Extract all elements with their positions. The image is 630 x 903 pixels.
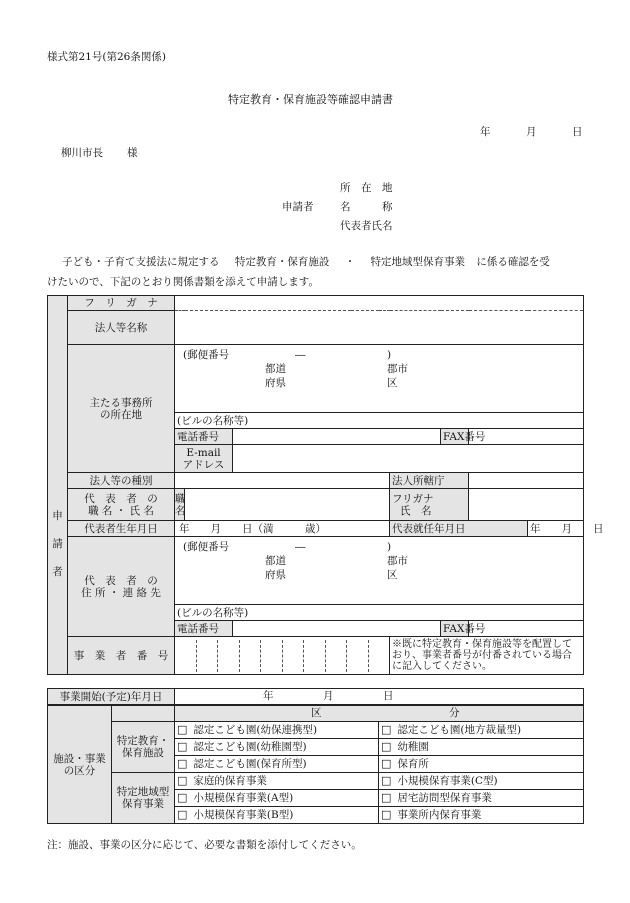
option-10[interactable]: □ 小規模保育事業(B型) — [175, 807, 379, 824]
rep-birth-input[interactable]: 年 月 日（満 歳） — [175, 521, 390, 537]
start-date-input[interactable]: 年 月 日 — [175, 689, 584, 705]
office-phone-input[interactable] — [233, 429, 441, 445]
option-7[interactable]: □ 小規模保育事業(C型) — [379, 773, 584, 790]
business-number-label: 事 業 者 番 号 — [68, 637, 175, 675]
classification-table — [47, 705, 584, 824]
option-1[interactable]: □ 認定こども園(地方裁量型) — [379, 722, 584, 739]
start-date-label: 事業開始(予定)年月日 — [48, 689, 175, 705]
checkbox-icon[interactable]: □ — [381, 757, 392, 770]
applicant-rep-label: 代表者氏名 — [340, 220, 393, 232]
intro-text-a: 子ども・子育て支援法に規定する — [62, 256, 220, 268]
applicant-address-label: 所 在 地 — [340, 182, 393, 194]
corp-authority-input[interactable] — [469, 473, 584, 489]
option-11[interactable]: □ 事業所内保育事業 — [379, 807, 584, 824]
rep-building-cell[interactable]: (ビルの名称等) — [175, 605, 584, 621]
application-form-table — [47, 295, 604, 675]
option-3[interactable]: □ 幼稚園 — [379, 739, 584, 756]
form-number: 様式第21号(第26条関係) — [47, 51, 166, 63]
intro-separator: ・ — [344, 256, 356, 268]
rep-furigana-input[interactable] — [469, 489, 584, 521]
applicant-name-label: 名 称 — [340, 201, 393, 213]
rep-phone-input[interactable] — [233, 621, 441, 637]
rep-phone-label: 電話番号 — [175, 621, 233, 637]
checkbox-icon[interactable]: □ — [177, 740, 188, 753]
checkbox-icon[interactable]: □ — [177, 757, 188, 770]
intro-line-2: けたいので、下記のとおり関係書類を添えて申請します。 — [47, 276, 319, 288]
corp-type-label: 法人等の種別 — [68, 473, 175, 489]
furigana-input[interactable] — [175, 296, 584, 311]
rep-address-cell[interactable]: (郵便番号 ― ) 都道 郡市 府県 区 — [175, 537, 584, 605]
corp-authority-label: 法人所轄庁 — [390, 473, 469, 489]
office-phone-label: 電話番号 — [175, 429, 233, 445]
option-2[interactable]: □ 認定こども園(幼稚園型) — [175, 739, 379, 756]
office-building-cell[interactable]: (ビルの名称等) — [175, 413, 584, 429]
checkbox-icon[interactable]: □ — [177, 791, 188, 804]
document-title: 特定教育・保育施設等確認申請書 — [228, 93, 393, 106]
intro-line-1 — [62, 254, 550, 269]
footer-note: 注：施設、事業の区分に応じて、必要な書類を添付してください。 — [47, 839, 362, 851]
office-fax-input[interactable] — [469, 429, 584, 445]
rep-address-label: 代 表 者 の 住 所 ・ 連 絡 先 — [68, 537, 175, 637]
rep-fax-input[interactable] — [469, 621, 584, 637]
start-date-table — [47, 688, 584, 705]
option-6[interactable]: □ 家庭的保育事業 — [175, 773, 379, 790]
intro-text-c: 特定地域型保育事業 — [370, 256, 466, 268]
checkbox-icon[interactable]: □ — [177, 774, 188, 787]
option-0[interactable]: □ 認定こども園(幼保連携型) — [175, 722, 379, 739]
group-regional-label: 特定地域型 保育事業 — [112, 773, 175, 824]
office-address-cell[interactable]: (郵便番号 ― ) 都道 郡市 府県 区 — [175, 345, 584, 413]
group-facility-label: 特定教育・ 保育施設 — [112, 722, 175, 773]
rep-fax-label: FAX番号 — [441, 621, 469, 637]
classification-label: 施設・事業 の区分 — [48, 706, 112, 824]
addressee: 柳川市長 — [61, 147, 103, 159]
checkbox-icon[interactable]: □ — [177, 723, 188, 736]
date-month-label: 月 — [526, 126, 537, 138]
rep-appointed-input[interactable]: 年 月 日 — [528, 521, 584, 537]
business-number-input[interactable] — [175, 637, 390, 675]
option-8[interactable]: □ 小規模保育事業(A型) — [175, 790, 379, 807]
honorific: 様 — [127, 147, 138, 159]
checkbox-icon[interactable]: □ — [381, 740, 392, 753]
corp-type-input[interactable] — [175, 473, 390, 489]
checkbox-icon[interactable]: □ — [381, 791, 392, 804]
rep-birth-label: 代表者生年月日 — [68, 521, 175, 537]
email-label: E-mail アドレス — [175, 445, 233, 473]
intro-text-d: に係る確認を受 — [476, 256, 550, 268]
corp-name-input[interactable] — [175, 311, 584, 345]
rep-appointed-label: 代表就任年月日 — [390, 521, 528, 537]
checkbox-icon[interactable]: □ — [381, 808, 392, 821]
email-input[interactable] — [233, 445, 584, 473]
rep-title-label: 代 表 者 の 職 名 ・ 氏 名 — [68, 489, 175, 521]
option-5[interactable]: □ 保育所 — [379, 756, 584, 773]
rep-name-input[interactable] — [185, 489, 390, 521]
applicant-side-label: 申 請 者 — [48, 296, 68, 675]
option-9[interactable]: □ 居宅訪問型保育事業 — [379, 790, 584, 807]
intro-text-b: 特定教育・保育施設 — [234, 256, 330, 268]
date-day-label: 日 — [572, 126, 583, 138]
applicant-label: 申請者 — [282, 201, 314, 213]
office-location-label: 主たる事務所 の所在地 — [68, 345, 175, 473]
rep-shokumei-label: 職 名 — [175, 489, 185, 521]
classification-header: 区 分 — [175, 706, 584, 722]
option-4[interactable]: □ 認定こども園(保育所型) — [175, 756, 379, 773]
office-fax-label: FAX番号 — [441, 429, 469, 445]
furigana-label: フ リ ガ ナ — [68, 296, 175, 311]
date-year-label: 年 — [480, 126, 491, 138]
corp-name-label: 法人等名称 — [68, 311, 175, 345]
checkbox-icon[interactable]: □ — [381, 723, 392, 736]
checkbox-icon[interactable]: □ — [177, 808, 188, 821]
business-number-note: ※既に特定教育・保育施設等を配置しており、事業者番号が付番されている場合に記入してください。 — [390, 637, 584, 675]
rep-furigana-label: フリガナ 氏 名 — [390, 489, 469, 521]
checkbox-icon[interactable]: □ — [381, 774, 392, 787]
